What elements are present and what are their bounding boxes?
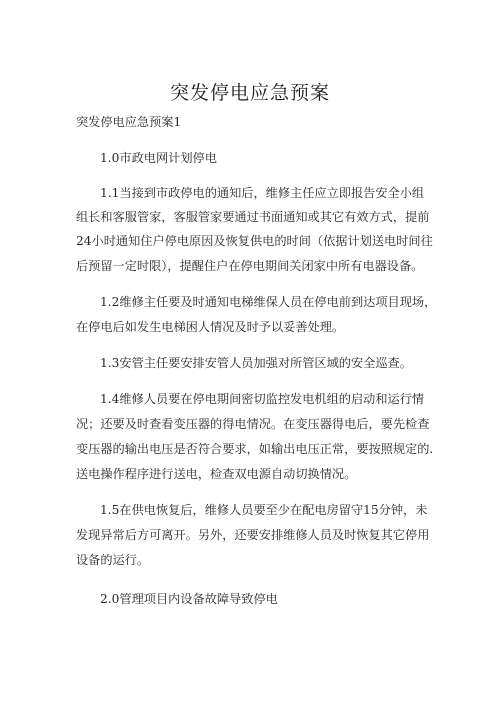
paragraph-line: 送电操作程序进行送电，检查双电源自动切换情况。: [76, 467, 357, 481]
paragraph-line: 况；还要及时查看变压器的得电情况。在变压器得电后，要先检查: [76, 417, 430, 431]
paragraph-line: 24小时通知住户停电原因及恢复供电的时间（依据计划送电时间往: [76, 234, 433, 248]
subsection-heading: 2.0管理项目内设备故障导致停电: [100, 592, 278, 606]
paragraph-line: 后预留一定时限），提醒住户在停电期间关闭家中所有电器设备。: [76, 259, 424, 273]
document-title: 突发停电应急预案: [169, 82, 330, 104]
paragraph-line: 1.3安管主任要安排安管人员加强对所管区域的安全巡查。: [100, 356, 412, 370]
paragraph-line: 1.1当接到市政停电的通知后，维修主任应立即报告安全小组: [100, 186, 425, 200]
subsection-heading: 1.0市政电网计划停电: [100, 151, 217, 165]
paragraph-line: 在停电后如发生电梯困人情况及时予以妥善处理。: [76, 320, 345, 334]
paragraph-line: 组长和客服管家，客服管家要通过书面通知或其它有效方式，提前: [76, 210, 430, 224]
paragraph-line: 设备的运行。: [76, 553, 150, 567]
paragraph-line: 1.2维修主任要及时通知电梯维保人员在停电前到达项目现场，: [100, 295, 437, 309]
paragraph-line: 变压器的输出电压是否符合要求，如输出电压正常，要按照规定的.: [76, 442, 434, 456]
paragraph-line: 1.4维修人员要在停电期间密切监控发电机组的启动和运行情: [100, 392, 425, 406]
paragraph-line: 1.5在供电恢复后，维修人员要至少在配电房留守15分钟，未: [100, 503, 428, 517]
section-heading: 突发停电应急预案1: [76, 115, 182, 129]
paragraph-line: 发现异常后方可离开。另外，还要安排维修人员及时恢复其它停用: [76, 528, 430, 542]
